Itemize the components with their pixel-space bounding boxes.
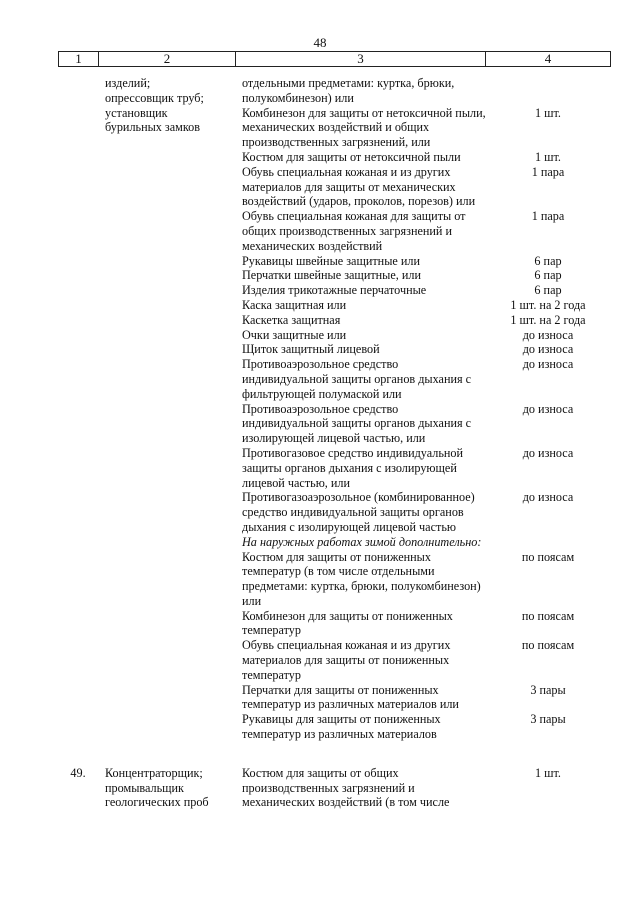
ppe-item-name: Противогазоаэрозольное (комбинированное) средство индивидуальной защиты органов дыхания с изолирующей лицевой частью — [242, 490, 475, 534]
ppe-item-norm: 1 шт. на 2 года — [510, 312, 586, 327]
ppe-item-name: Костюм для защиты от пониженных температур (в том числе отдельными предметами: куртка, брюки, полукомбинезон) или — [242, 549, 481, 608]
ppe-item-name: Противоаэрозольное средство индивидуальной защиты органов дыхания с изолирующей лицевой частью, или — [242, 401, 472, 446]
profession-line: промывальщик — [105, 780, 184, 795]
profession-line: геологических проб — [105, 795, 209, 810]
ppe-item-norm: 6 пар — [534, 253, 562, 268]
ppe-item — [0, 254, 640, 269]
ppe-item — [0, 298, 640, 313]
ppe-item — [0, 446, 640, 490]
continuation-row — [0, 76, 640, 742]
ppe-item — [0, 209, 640, 253]
row-number: 49. — [70, 765, 86, 780]
column-header-table — [58, 51, 611, 67]
ppe-item-name: Обувь специальная кожаная и из других материалов для защиты от механических воздействий (ударов, проколов, порезов) или — [242, 164, 476, 209]
ppe-item — [0, 313, 640, 328]
ppe-item-norm: 1 пара — [531, 164, 565, 179]
ppe-item-name: Противогазовое средство индивидуальной защиты органов дыхания с изолирующей лицевой частью, или — [242, 445, 464, 490]
ppe-item-name: Костюм для защиты от нетоксичной пыли — [242, 149, 461, 164]
table-body — [0, 76, 640, 810]
ppe-item-norm: до износа — [522, 342, 574, 357]
ppe-item — [0, 535, 640, 550]
page-number: 48 — [313, 35, 327, 50]
ppe-item-name: Перчатки швейные защитные, или — [242, 268, 422, 283]
ppe-item-name: Каска защитная или — [242, 297, 347, 312]
ppe-item — [0, 683, 640, 713]
ppe-item-norm: 1 шт. — [535, 765, 561, 780]
ppe-list — [0, 76, 640, 742]
ppe-item — [0, 766, 640, 810]
section-note: На наружных работах зимой дополнительно: — [242, 534, 482, 549]
ppe-item-norm: по поясам — [521, 608, 575, 623]
ppe-item-name: Очки защитные или — [242, 327, 347, 342]
ppe-item-norm: 1 шт. на 2 года — [510, 297, 586, 312]
ppe-item — [0, 490, 640, 534]
ppe-item-norm: до износа — [522, 401, 574, 416]
ppe-item-name: Перчатки для защиты от пониженных температур из различных материалов или — [242, 682, 459, 712]
ppe-item-name: Противоаэрозольное средство индивидуальной защиты органов дыхания с фильтрующей полумаской или — [242, 357, 472, 401]
ppe-item-norm: 3 пары — [530, 682, 566, 697]
ppe-item-name: Изделия трикотажные перчаточные — [242, 283, 427, 298]
ppe-list — [0, 766, 640, 810]
ppe-item — [0, 638, 640, 682]
ppe-item-norm: 1 пара — [531, 209, 565, 224]
column-header-3: 3 — [236, 52, 486, 67]
profession-line: изделий; — [105, 76, 151, 90]
ppe-item — [0, 609, 640, 639]
ppe-item-norm: 1 шт. — [535, 149, 561, 164]
ppe-item-norm: 1 шт. — [535, 105, 561, 120]
ppe-item-name: Обувь специальная кожаная и из других материалов для защиты от пониженных температур — [242, 638, 451, 682]
ppe-item-norm: 6 пар — [534, 283, 562, 298]
column-header-1: 1 — [59, 52, 99, 67]
ppe-item-name: Комбинезон для защиты от пониженных температур — [242, 608, 453, 638]
ppe-item — [0, 150, 640, 165]
ppe-item — [0, 76, 640, 106]
ppe-item-norm: 3 пары — [530, 712, 566, 727]
ppe-item — [0, 106, 640, 150]
profession-line: Концентраторщик; — [105, 765, 203, 780]
ppe-item-norm: до износа — [522, 445, 574, 460]
ppe-item-name: Рукавицы швейные защитные или — [242, 253, 420, 268]
ppe-item — [0, 712, 640, 742]
ppe-item-norm: по поясам — [521, 638, 575, 653]
profession-line: установщик — [105, 105, 168, 120]
ppe-item — [0, 268, 640, 283]
ppe-item-norm: по поясам — [521, 549, 575, 564]
profession-line: опрессовщик труб; — [105, 90, 204, 105]
column-header-2: 2 — [99, 52, 236, 67]
ppe-item — [0, 328, 640, 343]
column-header-4: 4 — [486, 52, 611, 67]
ppe-item-name: отдельными предметами: куртка, брюки, полукомбинезон) или — [242, 76, 455, 105]
ppe-item — [0, 342, 640, 357]
ppe-item-name: Обувь специальная кожаная для защиты от общих производственных загрязнений и механических воздействий — [242, 209, 466, 253]
ppe-item — [0, 165, 640, 209]
row-gap — [0, 742, 640, 766]
profession-line: бурильных замков — [105, 120, 201, 135]
ppe-item-norm: до износа — [522, 357, 574, 372]
ppe-item-name: Рукавицы для защиты от пониженных температур из различных материалов — [242, 712, 441, 742]
ppe-item-norm: 6 пар — [534, 268, 562, 283]
ppe-item — [0, 402, 640, 446]
entry-49-row — [0, 766, 640, 810]
ppe-item-norm: до износа — [522, 490, 574, 505]
ppe-item-name: Щиток защитный лицевой — [242, 342, 380, 357]
ppe-item-name: Комбинезон для защиты от нетоксичной пыли, механических воздействий и общих производственных загрязнений, или — [242, 105, 486, 150]
ppe-item — [0, 550, 640, 609]
ppe-item-name: Костюм для защиты от общих производственных загрязнений и механических воздействий (в том числе — [242, 765, 450, 810]
ppe-item-name: Каскетка защитная — [242, 312, 341, 327]
ppe-item — [0, 357, 640, 401]
ppe-item-norm: до износа — [522, 327, 574, 342]
ppe-item — [0, 283, 640, 298]
